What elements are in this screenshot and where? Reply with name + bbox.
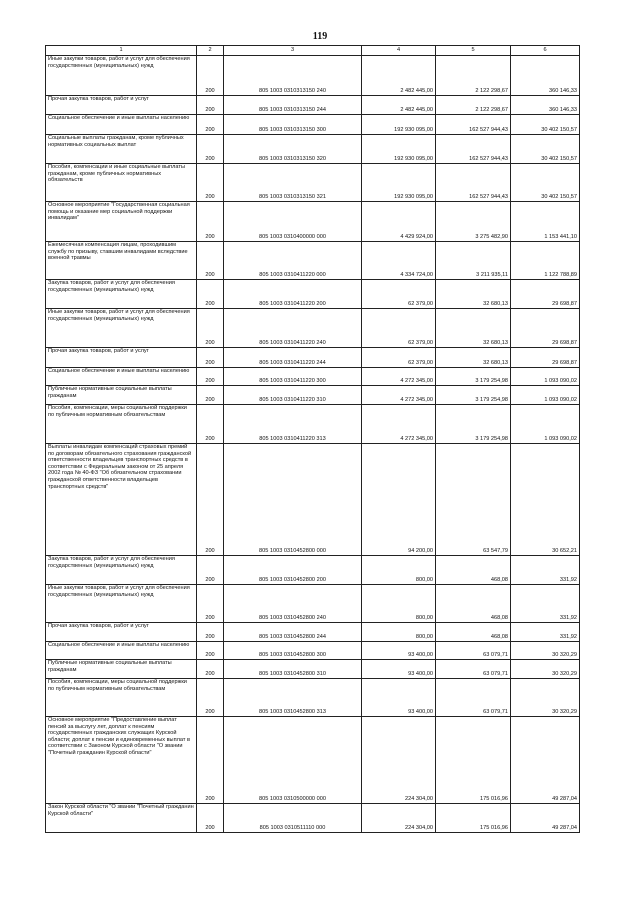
row-remainder-amount-cell: 360 146,33	[511, 56, 580, 96]
row-code-cell: 200	[197, 96, 224, 115]
header-col-6: 6	[511, 46, 580, 56]
row-executed-amount-cell: 162 527 944,43	[436, 115, 511, 135]
row-classification-cell: 805 1003 0310452800 200	[224, 556, 362, 585]
row-name-cell: Основное мероприятие "Государственная социальная помощь и оказание мер социальной поддержки инвалидам"	[46, 202, 197, 242]
row-classification-cell: 805 1003 0310400000 000	[224, 202, 362, 242]
row-classification-cell: 805 1003 0310313150 244	[224, 96, 362, 115]
row-plan-amount-cell: 94 200,00	[362, 444, 436, 556]
row-plan-amount-cell: 4 272 345,00	[362, 386, 436, 405]
row-code-cell: 200	[197, 717, 224, 804]
row-plan-amount-cell: 4 272 345,00	[362, 405, 436, 444]
row-name-cell: Иные закупки товаров, работ и услуг для обеспечения государственных (муниципальных) нужд	[46, 56, 197, 96]
row-name-cell: Публичные нормативные социальные выплаты гражданам	[46, 660, 197, 679]
row-plan-amount-cell: 800,00	[362, 556, 436, 585]
row-name-cell: Выплаты инвалидам компенсаций страховых премий по договорам обязательного страхования гражданской ответственности владельцев транспортных средств в соответствии с Федеральным законом от 25 апреля 2002 года № 40-ФЗ "Об обязательном страховании гражданской ответственности владельцев транспортных средств"	[46, 444, 197, 556]
row-classification-cell: 805 1003 0310411220 310	[224, 386, 362, 405]
row-code-cell: 200	[197, 386, 224, 405]
row-remainder-amount-cell: 331,92	[511, 623, 580, 642]
row-plan-amount-cell: 192 930 095,00	[362, 135, 436, 164]
header-col-5: 5	[436, 46, 511, 56]
row-executed-amount-cell: 63 079,71	[436, 679, 511, 717]
row-remainder-amount-cell: 49 287,04	[511, 717, 580, 804]
row-remainder-amount-cell: 30 652,21	[511, 444, 580, 556]
row-remainder-amount-cell: 30 402 150,57	[511, 164, 580, 202]
row-plan-amount-cell: 93 400,00	[362, 660, 436, 679]
row-classification-cell: 805 1003 0310411220 200	[224, 280, 362, 309]
row-plan-amount-cell: 224 304,00	[362, 717, 436, 804]
row-name-cell: Закупка товаров, работ и услуг для обеспечения государственных (муниципальных) нужд	[46, 556, 197, 585]
row-name-cell: Ежемесячная компенсация лицам, проходившим службу по призыву, ставшим инвалидами вследствие военной травмы	[46, 242, 197, 280]
row-code-cell: 200	[197, 115, 224, 135]
row-remainder-amount-cell: 49 287,04	[511, 804, 580, 833]
row-plan-amount-cell: 4 429 924,00	[362, 202, 436, 242]
row-classification-cell: 805 1003 0310313150 321	[224, 164, 362, 202]
table-row	[46, 135, 580, 164]
table-body	[46, 56, 580, 833]
row-name-cell: Закон Курской области "О звании "Почетный гражданин Курской области"	[46, 804, 197, 833]
row-classification-cell: 805 1003 0310452800 244	[224, 623, 362, 642]
row-classification-cell: 805 1003 0310452800 000	[224, 444, 362, 556]
row-remainder-amount-cell: 30 320,29	[511, 679, 580, 717]
header-col-3: 3	[224, 46, 362, 56]
row-classification-cell: 805 1003 0310452800 310	[224, 660, 362, 679]
row-plan-amount-cell: 4 272 345,00	[362, 368, 436, 386]
row-plan-amount-cell: 4 334 724,00	[362, 242, 436, 280]
row-code-cell: 200	[197, 556, 224, 585]
row-code-cell: 200	[197, 348, 224, 368]
row-executed-amount-cell: 175 016,96	[436, 804, 511, 833]
row-name-cell: Социальное обеспечение и иные выплаты населению	[46, 115, 197, 135]
row-remainder-amount-cell: 1 122 788,89	[511, 242, 580, 280]
row-plan-amount-cell: 192 930 095,00	[362, 115, 436, 135]
row-name-cell: Пособия, компенсации, меры социальной поддержки по публичным нормативным обязательствам	[46, 405, 197, 444]
table-row	[46, 444, 580, 556]
row-remainder-amount-cell: 29 698,87	[511, 309, 580, 348]
row-remainder-amount-cell: 360 146,33	[511, 96, 580, 115]
row-code-cell: 200	[197, 623, 224, 642]
row-name-cell: Пособия, компенсации и иные социальные выплаты гражданам, кроме публичных нормативных обязательств	[46, 164, 197, 202]
row-name-cell: Иные закупки товаров, работ и услуг для обеспечения государственных (муниципальных) нужд	[46, 309, 197, 348]
row-executed-amount-cell: 32 680,13	[436, 309, 511, 348]
row-code-cell: 200	[197, 56, 224, 96]
table-row	[46, 717, 580, 804]
row-code-cell: 200	[197, 368, 224, 386]
row-executed-amount-cell: 468,08	[436, 556, 511, 585]
row-classification-cell: 805 1003 0310411220 244	[224, 348, 362, 368]
row-classification-cell: 805 1003 0310500000 000	[224, 717, 362, 804]
row-plan-amount-cell: 62 379,00	[362, 348, 436, 368]
row-name-cell: Публичные нормативные социальные выплаты гражданам	[46, 386, 197, 405]
row-plan-amount-cell: 62 379,00	[362, 309, 436, 348]
row-executed-amount-cell: 2 122 298,67	[436, 56, 511, 96]
row-remainder-amount-cell: 30 402 150,57	[511, 115, 580, 135]
header-col-1: 1	[46, 46, 197, 56]
row-executed-amount-cell: 3 179 254,98	[436, 386, 511, 405]
row-executed-amount-cell: 63 547,79	[436, 444, 511, 556]
table-row	[46, 804, 580, 833]
row-name-cell: Пособия, компенсации, меры социальной поддержки по публичным нормативным обязательствам	[46, 679, 197, 717]
row-code-cell: 200	[197, 642, 224, 660]
table-row	[46, 96, 580, 115]
row-code-cell: 200	[197, 660, 224, 679]
row-name-cell: Социальные выплаты гражданам, кроме публичных нормативных социальных выплат	[46, 135, 197, 164]
row-code-cell: 200	[197, 585, 224, 623]
row-executed-amount-cell: 3 211 935,11	[436, 242, 511, 280]
row-plan-amount-cell: 2 482 445,00	[362, 56, 436, 96]
row-remainder-amount-cell: 1 093 090,02	[511, 405, 580, 444]
row-remainder-amount-cell: 1 093 090,02	[511, 386, 580, 405]
row-plan-amount-cell: 93 400,00	[362, 642, 436, 660]
row-executed-amount-cell: 63 079,71	[436, 642, 511, 660]
row-classification-cell: 805 1003 0310411220 300	[224, 368, 362, 386]
row-classification-cell: 805 1003 0310411220 000	[224, 242, 362, 280]
row-classification-cell: 805 1003 0310452800 240	[224, 585, 362, 623]
row-remainder-amount-cell: 1 093 090,02	[511, 368, 580, 386]
row-code-cell: 200	[197, 309, 224, 348]
page-number: 119	[312, 31, 328, 42]
table-row	[46, 242, 580, 280]
table-row	[46, 309, 580, 348]
row-executed-amount-cell: 162 527 944,43	[436, 164, 511, 202]
table-row	[46, 556, 580, 585]
table-row	[46, 623, 580, 642]
row-executed-amount-cell: 63 079,71	[436, 660, 511, 679]
row-remainder-amount-cell: 331,92	[511, 585, 580, 623]
row-executed-amount-cell: 3 275 482,90	[436, 202, 511, 242]
row-remainder-amount-cell: 1 153 441,10	[511, 202, 580, 242]
row-name-cell: Социальное обеспечение и иные выплаты населению	[46, 642, 197, 660]
row-classification-cell: 805 1003 0310313150 300	[224, 115, 362, 135]
row-name-cell: Основное мероприятие "Предоставление выплат пенсий за выслугу лет, доплат к пенсиям государственных гражданских служащих Курской области; доплат к пенсии и единовременных выплат в соответствии с Законом Курской области "О звании "Почетный гражданин Курской области"	[46, 717, 197, 804]
row-code-cell: 200	[197, 444, 224, 556]
row-plan-amount-cell: 800,00	[362, 623, 436, 642]
row-executed-amount-cell: 468,08	[436, 623, 511, 642]
row-name-cell: Прочая закупка товаров, работ и услуг	[46, 623, 197, 642]
row-executed-amount-cell: 32 680,13	[436, 348, 511, 368]
row-remainder-amount-cell: 30 320,29	[511, 660, 580, 679]
row-executed-amount-cell: 175 016,96	[436, 717, 511, 804]
table-row	[46, 642, 580, 660]
row-remainder-amount-cell: 30 402 150,57	[511, 135, 580, 164]
row-name-cell: Прочая закупка товаров, работ и услуг	[46, 96, 197, 115]
row-executed-amount-cell: 468,08	[436, 585, 511, 623]
row-plan-amount-cell: 800,00	[362, 585, 436, 623]
row-code-cell: 200	[197, 135, 224, 164]
table-header-row	[46, 46, 580, 56]
table-row	[46, 115, 580, 135]
row-code-cell: 200	[197, 202, 224, 242]
row-remainder-amount-cell: 29 698,87	[511, 348, 580, 368]
table-row	[46, 585, 580, 623]
row-remainder-amount-cell: 331,92	[511, 556, 580, 585]
row-executed-amount-cell: 3 179 254,98	[436, 405, 511, 444]
row-code-cell: 200	[197, 164, 224, 202]
row-plan-amount-cell: 192 930 095,00	[362, 164, 436, 202]
row-classification-cell: 805 1003 0310452800 313	[224, 679, 362, 717]
row-name-cell: Прочая закупка товаров, работ и услуг	[46, 348, 197, 368]
table-row	[46, 405, 580, 444]
budget-table	[45, 45, 580, 833]
row-remainder-amount-cell: 30 320,29	[511, 642, 580, 660]
header-col-2: 2	[197, 46, 224, 56]
row-code-cell: 200	[197, 280, 224, 309]
row-plan-amount-cell: 62 379,00	[362, 280, 436, 309]
row-name-cell: Социальное обеспечение и иные выплаты населению	[46, 368, 197, 386]
table-row	[46, 348, 580, 368]
row-executed-amount-cell: 2 122 298,67	[436, 96, 511, 115]
row-name-cell: Закупка товаров, работ и услуг для обеспечения государственных (муниципальных) нужд	[46, 280, 197, 309]
row-classification-cell: 805 1003 0310452800 300	[224, 642, 362, 660]
row-classification-cell: 805 1003 0310411220 240	[224, 309, 362, 348]
table-row	[46, 56, 580, 96]
table-row	[46, 202, 580, 242]
row-name-cell: Иные закупки товаров, работ и услуг для обеспечения государственных (муниципальных) нужд	[46, 585, 197, 623]
row-classification-cell: 805 1003 0310313150 240	[224, 56, 362, 96]
row-classification-cell: 805 1003 0310313150 320	[224, 135, 362, 164]
row-executed-amount-cell: 32 680,13	[436, 280, 511, 309]
row-code-cell: 200	[197, 804, 224, 833]
table-row	[46, 679, 580, 717]
table-row	[46, 660, 580, 679]
row-code-cell: 200	[197, 242, 224, 280]
row-plan-amount-cell: 224 304,00	[362, 804, 436, 833]
table-row	[46, 368, 580, 386]
row-classification-cell: 805 1003 0310511110 000	[224, 804, 362, 833]
header-col-4: 4	[362, 46, 436, 56]
row-classification-cell: 805 1003 0310411220 313	[224, 405, 362, 444]
row-remainder-amount-cell: 29 698,87	[511, 280, 580, 309]
table-row	[46, 280, 580, 309]
row-executed-amount-cell: 3 179 254,98	[436, 368, 511, 386]
row-plan-amount-cell: 93 400,00	[362, 679, 436, 717]
row-plan-amount-cell: 2 482 445,00	[362, 96, 436, 115]
table-row	[46, 164, 580, 202]
row-executed-amount-cell: 162 527 944,43	[436, 135, 511, 164]
table-row	[46, 386, 580, 405]
row-code-cell: 200	[197, 679, 224, 717]
row-code-cell: 200	[197, 405, 224, 444]
